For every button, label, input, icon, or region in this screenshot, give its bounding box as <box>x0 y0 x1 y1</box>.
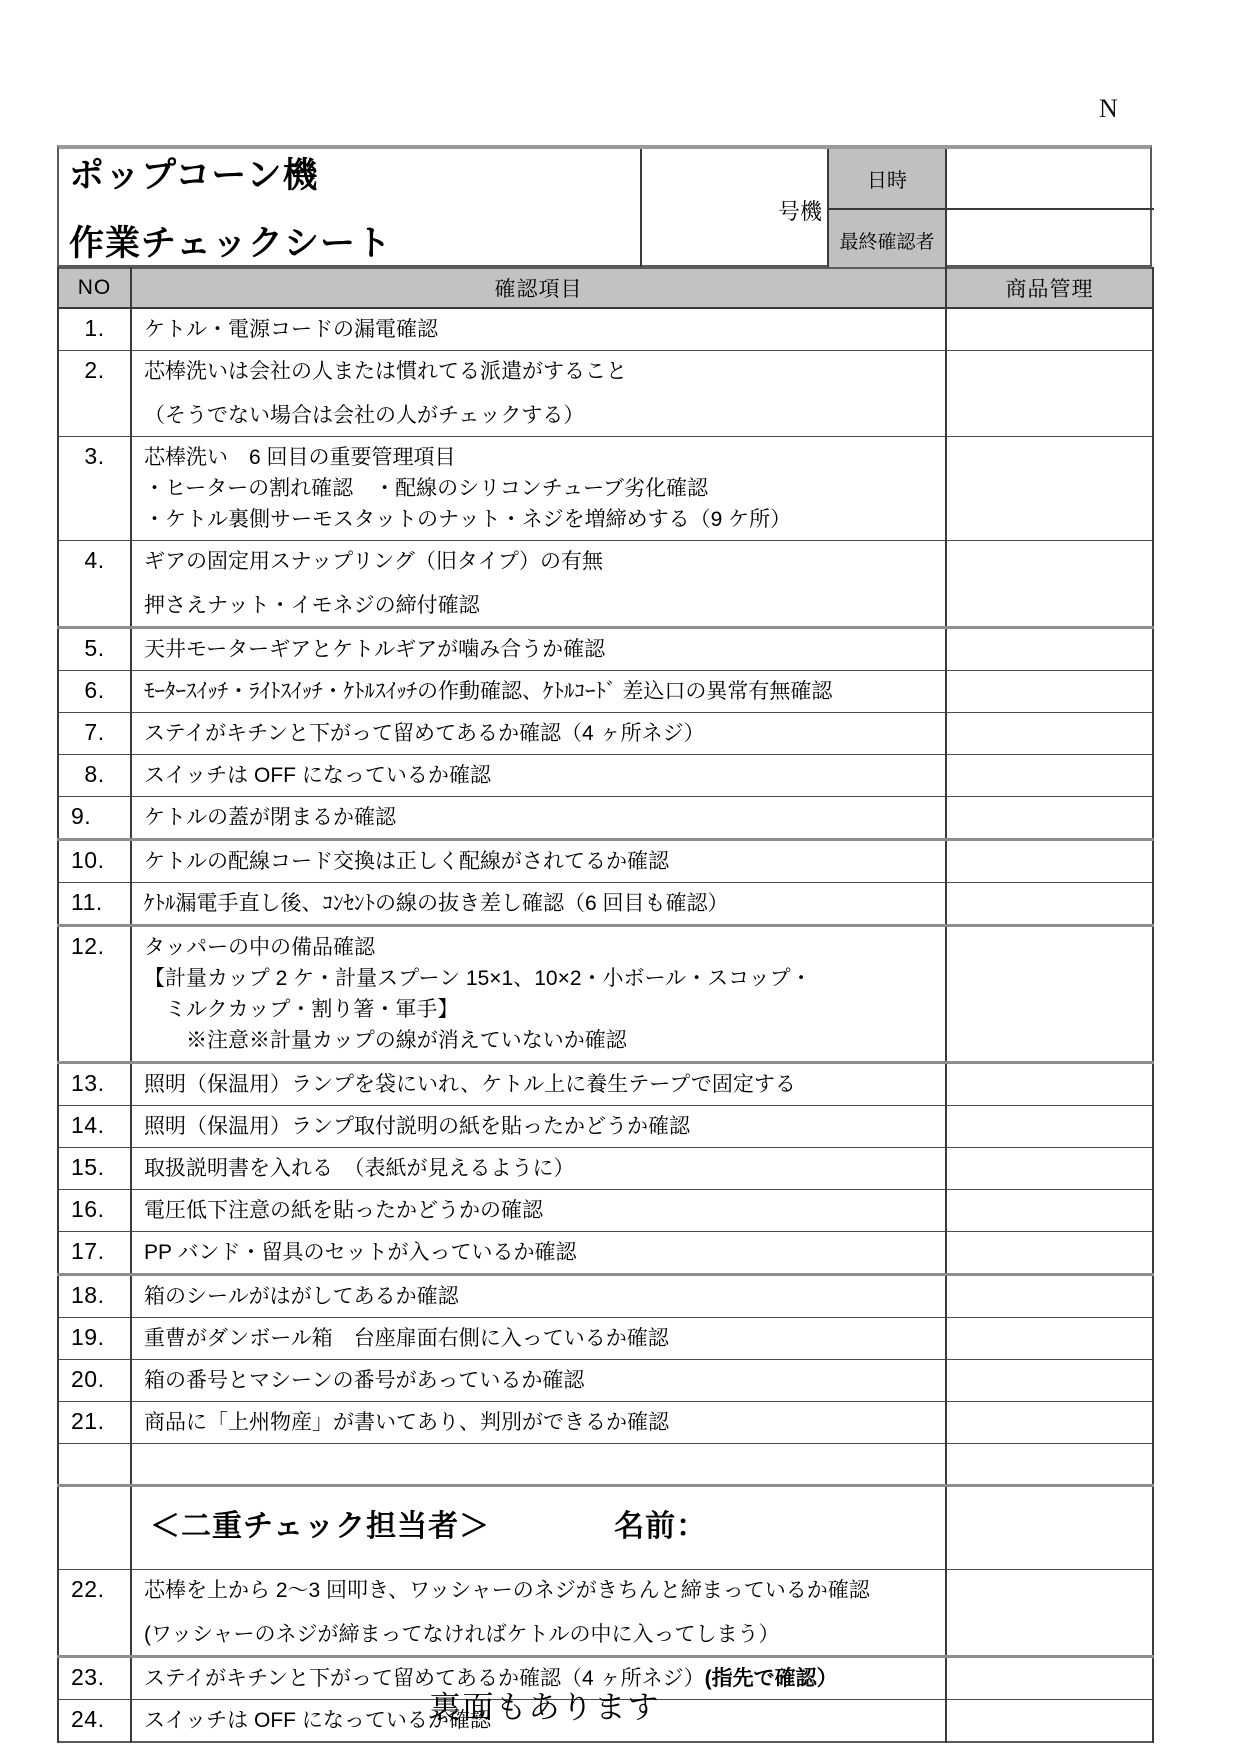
checklist-row <box>58 1190 1153 1232</box>
checklist-row <box>58 671 1153 713</box>
final-checker-value-cell <box>947 210 1154 271</box>
checklist-table <box>57 267 1154 1743</box>
row-number: 6. <box>58 671 131 713</box>
check-item-text: スイッチは OFF になっているか確認 <box>131 755 946 797</box>
checklist-row <box>58 437 1153 541</box>
check-item-text: ケトルの配線コード交換は正しく配線がされてるか確認 <box>131 840 946 883</box>
product-manage-cell <box>946 1402 1153 1444</box>
row-number: 22. <box>58 1570 131 1657</box>
machine-number-label: 号機 <box>777 198 822 224</box>
row-number: 17. <box>58 1232 131 1275</box>
check-item-text: 取扱説明書を入れる （表紙が見えるように） <box>131 1148 946 1190</box>
check-item-text: 重曹がダンボール箱 台座扉面右側に入っているか確認 <box>131 1318 946 1360</box>
checklist-row <box>58 713 1153 755</box>
row-number <box>58 1444 131 1486</box>
column-header-item: 確認項目 <box>131 268 946 308</box>
product-manage-cell <box>946 1232 1153 1275</box>
product-manage-cell <box>946 797 1153 840</box>
check-item-text: 照明（保温用）ランプを袋にいれ、ケトル上に養生テープで固定する <box>131 1063 946 1106</box>
checklist-row <box>58 1570 1153 1657</box>
check-item-text: 箱の番号とマシーンの番号があっているか確認 <box>131 1360 946 1402</box>
final-checker-label: 最終確認者 <box>829 210 947 271</box>
checklist-rows <box>58 308 1153 1742</box>
machine-number-cell <box>642 149 829 271</box>
checklist-row <box>58 1402 1153 1444</box>
product-manage-cell <box>946 628 1153 671</box>
row-number: 24. <box>58 1700 131 1743</box>
product-manage-cell <box>946 1148 1153 1190</box>
checklist-row <box>58 883 1153 926</box>
checklist-row <box>58 840 1153 883</box>
product-manage-cell <box>946 840 1153 883</box>
row-number: 8. <box>58 755 131 797</box>
row-number: 14. <box>58 1106 131 1148</box>
check-item-text: PP バンド・留具のセットが入っているか確認 <box>131 1232 946 1275</box>
page-corner-letter: N <box>1099 94 1118 123</box>
check-item-text: 照明（保温用）ランプ取付説明の紙を貼ったかどうか確認 <box>131 1106 946 1148</box>
check-item-text: ステイがキチンと下がって留めてあるか確認（4 ヶ所ネジ）(指先で確認） <box>131 1657 946 1700</box>
row-number: 12. <box>58 926 131 1063</box>
check-item-text: 芯棒洗いは会社の人または慣れてる派遣がすること （そうでない場合は会社の人がチェックする） <box>131 351 946 437</box>
product-manage-cell <box>946 671 1153 713</box>
sheet-title <box>59 149 642 271</box>
checklist-row <box>58 351 1153 437</box>
sheet-header <box>57 145 1152 267</box>
product-manage-cell <box>946 926 1153 1063</box>
row-number: 5. <box>58 628 131 671</box>
spacer-row <box>58 1444 1153 1486</box>
check-item-text: ケトルの蓋が閉まるか確認 <box>131 797 946 840</box>
check-item-text: 商品に「上州物産」が書いてあり、判別ができるか確認 <box>131 1402 946 1444</box>
product-manage-cell <box>946 755 1153 797</box>
row-number: 1. <box>58 308 131 351</box>
datetime-label: 日時 <box>829 149 947 210</box>
column-header-manage: 商品管理 <box>946 268 1153 308</box>
checklist-row <box>58 308 1153 351</box>
checklist-row <box>58 628 1153 671</box>
table-header-row <box>58 268 1153 308</box>
check-item-text <box>131 1444 946 1486</box>
double-check-subheader-row <box>58 1486 1153 1570</box>
row-number: 19. <box>58 1318 131 1360</box>
product-manage-cell <box>946 713 1153 755</box>
row-number: 9. <box>58 797 131 840</box>
row-number <box>58 1486 131 1570</box>
checklist-row <box>58 1148 1153 1190</box>
check-item-text: 箱のシールがはがしてあるか確認 <box>131 1275 946 1318</box>
product-manage-cell <box>946 1063 1153 1106</box>
product-manage-cell <box>946 883 1153 926</box>
row-number: 18. <box>58 1275 131 1318</box>
product-manage-cell <box>946 1106 1153 1148</box>
check-item-text: ケトル・電源コードの漏電確認 <box>131 308 946 351</box>
product-manage-cell <box>946 1318 1153 1360</box>
checklist-row <box>58 1275 1153 1318</box>
checklist-row <box>58 1232 1153 1275</box>
product-manage-cell <box>946 437 1153 541</box>
check-item-text: 芯棒洗い 6 回目の重要管理項目 ・ヒーターの割れ確認 ・配線のシリコンチューブ劣化確認 ・ケトル裏側サーモスタットのナット・ネジを増締めする（9 ケ所） <box>131 437 946 541</box>
checklist-row <box>58 1106 1153 1148</box>
check-item-text: ギアの固定用スナップリング（旧タイプ）の有無 押さえナット・イモネジの締付確認 <box>131 541 946 628</box>
checklist-row <box>58 797 1153 840</box>
check-item-text: ステイがキチンと下がって留めてあるか確認（4 ヶ所ネジ） <box>131 713 946 755</box>
check-item-text: タッパーの中の備品確認 【計量カップ 2 ケ・計量スプーン 15×1、10×2・小ボール・スコップ・ ミルクカップ・割り箸・軍手】 ※注意※計量カップの線が消えていないか確認 <box>131 926 946 1063</box>
product-manage-cell <box>946 1360 1153 1402</box>
sheet-title-line1: ポップコーン機 <box>69 156 319 195</box>
row-number: 7. <box>58 713 131 755</box>
row-number: 21. <box>58 1402 131 1444</box>
checklist-row <box>58 1318 1153 1360</box>
checklist-row <box>58 1063 1153 1106</box>
product-manage-cell <box>946 1444 1153 1486</box>
check-item-text: ｹﾄﾙ漏電手直し後、ｺﾝｾﾝﾄの線の抜き差し確認（6 回目も確認） <box>131 883 946 926</box>
row-number: 3. <box>58 437 131 541</box>
check-item-text: 芯棒を上から 2～3 回叩き、ワッシャーのネジがきちんと締まっているか確認 (ワッシャーのネジが締まってなければケトルの中に入ってしまう） <box>131 1570 946 1657</box>
product-manage-cell <box>946 308 1153 351</box>
checklist-row <box>58 541 1153 628</box>
product-manage-cell <box>946 351 1153 437</box>
row-number: 20. <box>58 1360 131 1402</box>
checklist-row <box>58 1360 1153 1402</box>
checklist-row <box>58 755 1153 797</box>
checklist-row <box>58 926 1153 1063</box>
product-manage-cell <box>946 541 1153 628</box>
check-item-text: 電圧低下注意の紙を貼ったかどうかの確認 <box>131 1190 946 1232</box>
row-number: 4. <box>58 541 131 628</box>
datetime-value-cell <box>947 149 1154 210</box>
check-item-text: スイッチは OFF になっているか確認 <box>131 1700 946 1743</box>
footer-note: 裏面もあります <box>429 1690 661 1725</box>
check-item-text: ＜二重チェック担当者＞ 名前： <box>131 1486 946 1570</box>
row-number: 11. <box>58 883 131 926</box>
row-number: 23. <box>58 1657 131 1700</box>
column-header-no: NO <box>58 268 131 308</box>
row-number: 13. <box>58 1063 131 1106</box>
product-manage-cell <box>946 1570 1153 1657</box>
check-item-text: ﾓｰﾀｰｽｲｯﾁ・ﾗｲﾄｽｲｯﾁ・ｹﾄﾙｽｲｯﾁの作動確認、ｹﾄﾙｺｰﾄﾞ 差込口の異常有無確認 <box>131 671 946 713</box>
check-item-text: 天井モーターギアとケトルギアが噛み合うか確認 <box>131 628 946 671</box>
sheet-title-line2: 作業チェックシート <box>69 224 392 263</box>
row-number: 2. <box>58 351 131 437</box>
row-number: 16. <box>58 1190 131 1232</box>
row-number: 10. <box>58 840 131 883</box>
product-manage-cell <box>946 1486 1153 1570</box>
product-manage-cell <box>946 1275 1153 1318</box>
row-number: 15. <box>58 1148 131 1190</box>
product-manage-cell <box>946 1190 1153 1232</box>
